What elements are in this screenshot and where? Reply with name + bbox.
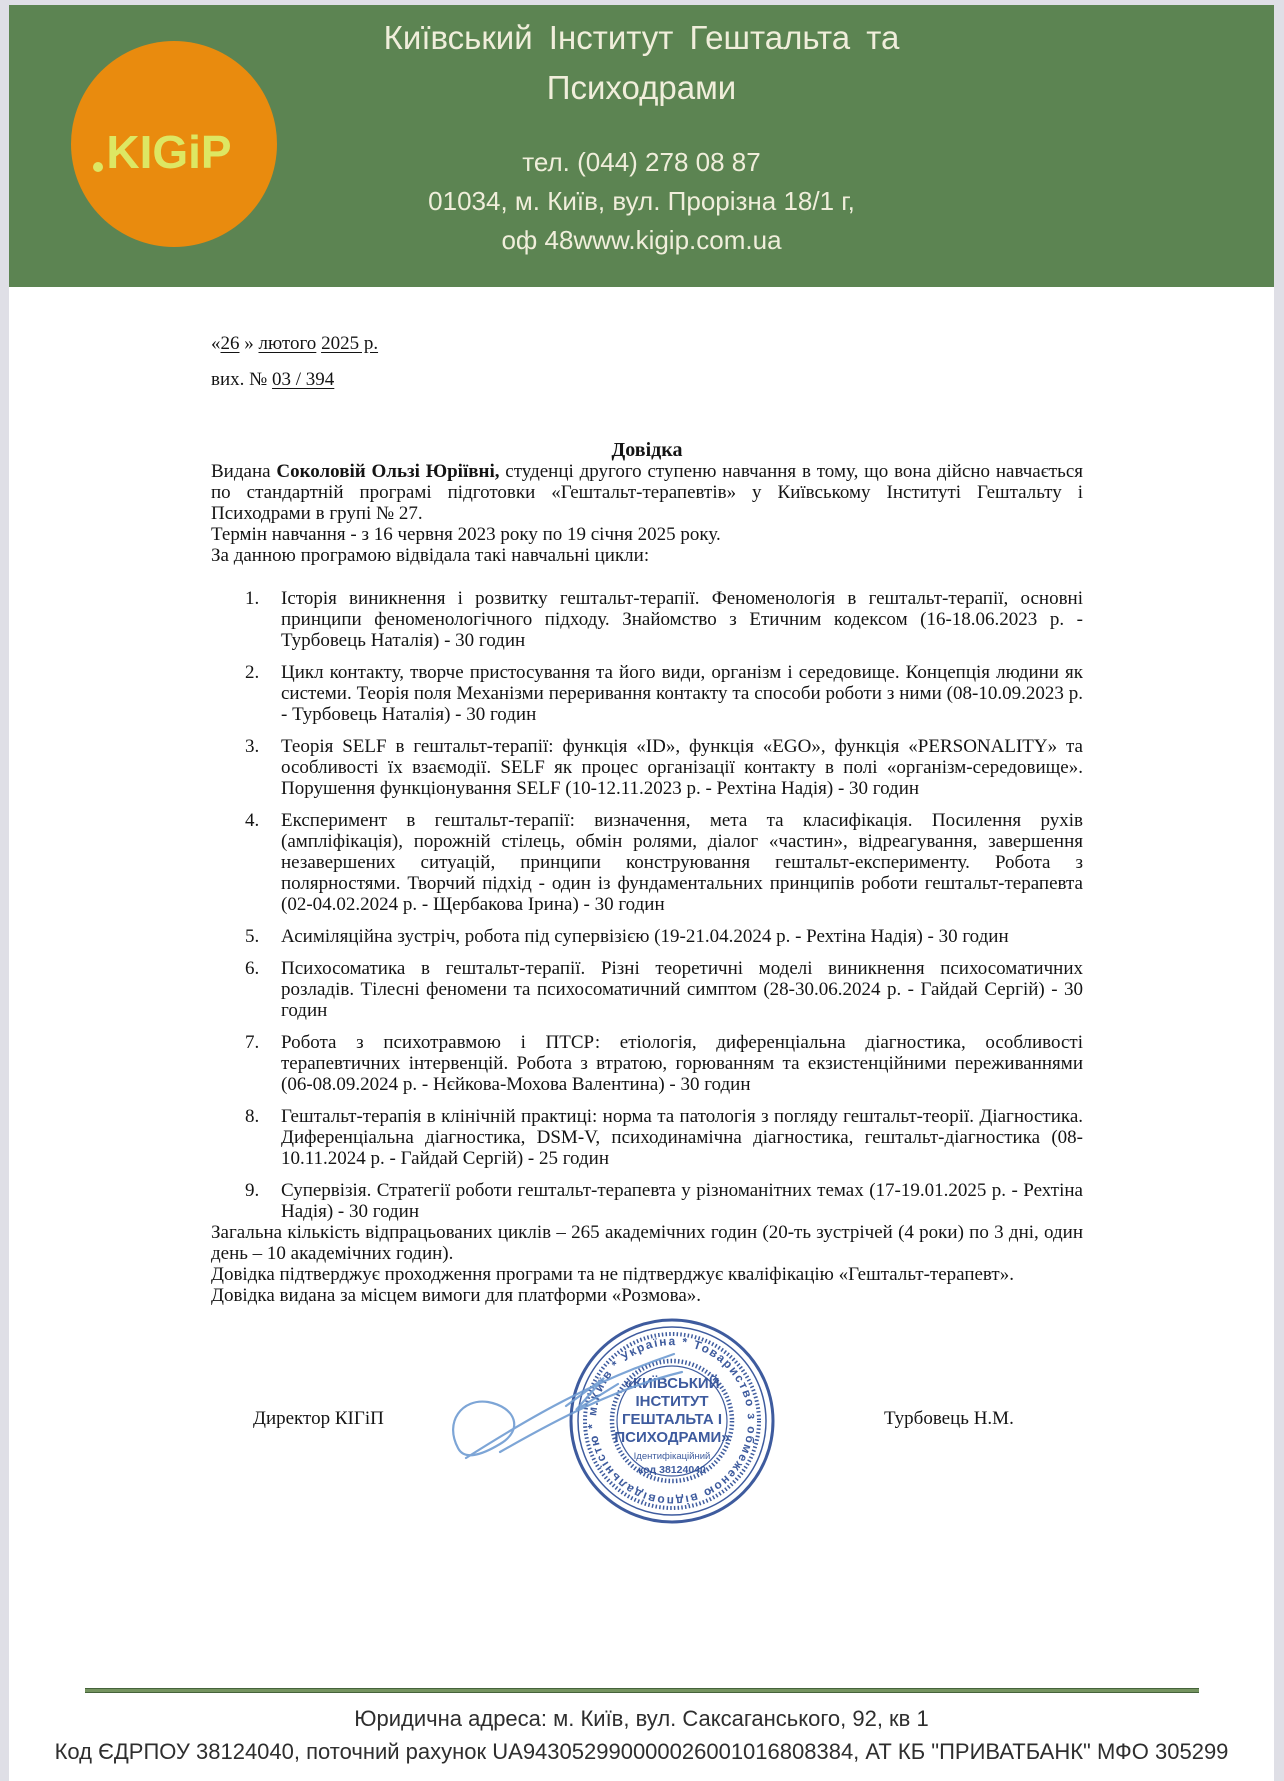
cycle-item: Цикл контакту, творче пристосування та його види, організм і середовище. Концепція людини як системи. Теорія поля Механізми переривання контакту та способи роботи з ними (08-10.09.2023 р. - Турбовець Наталія) - 30 годин: [281, 662, 1083, 725]
phone-line: тел. (044) 278 08 87: [522, 147, 761, 177]
svg-text:ГЕШТАЛЬТА І: ГЕШТАЛЬТА І: [622, 1411, 722, 1428]
date-quote-open: «: [211, 333, 221, 354]
date-quote-close: »: [239, 333, 259, 354]
logo-text: KIGiP: [106, 126, 232, 178]
letterhead-footer: [9, 1688, 1274, 1781]
seal-ring-text: м.Київ * Україна * Товариство з обмеженою відповідальністю *: [585, 1334, 760, 1509]
cycle-item: Експеримент в гештальт-терапії: визначення, мета та класифікація. Посилення рухів (ампліфікація), порожній стілець, обмін ролями, діалог «частин», відреагування, завершення незавершених ситуацій, принципи конструювання гештальт-експерименту. Робота з полярностями. Творчий підхід - один із фундаментальних принципів роботи гештальт-терапевта (02-04.02.2024 р. - Щербакова Ірина) - 30 годин: [281, 810, 1083, 915]
stamp-and-signature: [436, 1310, 796, 1545]
institute-logo: [71, 41, 277, 247]
seal-center-text: [614, 1374, 729, 1476]
issued-for-paragraph: Довідка видана за місцем вимоги для платформи «Розмова».: [211, 1285, 702, 1306]
cycle-item: Робота з психотравмою і ПТСР: етіологія, диференціальна діагностика, особливості терапевтичних інтервенцій. Робота з втратою, горюванням та екзистенційними переживаннями (06-08.09.2024 р. - Нєйкова-Мохова Валентина) - 30 годин: [281, 1032, 1083, 1095]
confirmation-paragraph: Довідка підтверджує проходження програми та не підтверджує кваліфікацію «Гештальт-терапевт».: [211, 1264, 1014, 1285]
document-page: [9, 5, 1274, 1781]
issue-date: [211, 333, 1083, 354]
bank-details-line: Код ЄДРПОУ 38124040, поточний рахунок UA943052990000026001016808384, АТ КБ "ПРИВАТБАНК" МФО 305299: [54, 1739, 1229, 1764]
term-paragraph: Термін навчання - з 16 червня 2023 року по 19 січня 2025 року.: [211, 524, 721, 545]
office-site-line: оф 48www.kigip.com.ua: [501, 225, 782, 255]
ref-label: вих. №: [211, 369, 273, 390]
document-title: Довідка: [611, 439, 683, 461]
cycle-item: Психосоматика в гештальт-терапії. Різні теоретичні моделі виникнення психосоматичних розладів. Тілесні феномени та психосоматичний симптом (28-30.06.2024 р. - Гайдай Сергій) - 30 годин: [281, 958, 1083, 1021]
legal-address-line: Юридична адреса: м. Київ, вул. Саксаганського, 92, кв 1: [354, 1706, 929, 1731]
document-body: [9, 287, 1274, 1543]
cycle-item: Асиміляційна зустріч, робота під супервізією (19-21.04.2024 р. - Рехтіна Надія) - 30 годин: [281, 926, 1009, 947]
date-day: 26: [220, 333, 240, 354]
date-month: лютого: [258, 333, 317, 354]
cycle-item: Гештальт-терапія в клінічній практиці: норма та патологія з погляду гештальт-теорії. Діагностика. Диференціальна діагностика, DSM-V, психодинамічна діагностика, гештальт-діагностика (08-10.11.2024 р. - Гайдай Сергій) - 25 годин: [281, 1106, 1083, 1169]
director-title-label: Директор КІГіП: [253, 1408, 384, 1429]
cycle-item: Історія виникнення і розвитку гештальт-терапії. Феноменологія в гештальт-терапії, основні принципи феноменологічного підходу. Знайомство з Етичним кодексом (16-18.06.2023 р. - Турбовець Наталія) - 30 годин: [281, 588, 1083, 651]
total-hours-paragraph: Загальна кількість відпрацьованих циклів – 265 академічних годин (20-ть зустрічей (4 роки) по 3 дні, один день – 10 академічних годин).: [211, 1222, 1083, 1264]
cycles-intro-paragraph: За данною програмою відвідала такі навчальні цикли:: [211, 545, 650, 566]
svg-text:«КИЇВСЬКИЙ: «КИЇВСЬКИЙ: [624, 1375, 720, 1392]
letterhead-header: [9, 5, 1274, 287]
svg-text:ІНСТИТУТ: ІНСТИТУТ: [635, 1393, 709, 1410]
intro-paragraph: [211, 461, 1083, 524]
viewer-background: [0, 5, 1284, 1781]
round-seal-graphic: [436, 1310, 796, 1545]
date-year: 2025 р.: [321, 333, 379, 354]
signature-area: [211, 1308, 1083, 1543]
svg-text:код 38124040: код 38124040: [638, 1464, 706, 1476]
cycle-item: Супервізія. Стратегії роботи гештальт-терапевта у різноманітних темах (17-19.01.2025 р. - Рехтіна Надія) - 30 годин: [281, 1180, 1083, 1222]
footer-text: [9, 1693, 1274, 1781]
institute-title-line1: Київський Інститут Гештальта та: [383, 19, 900, 56]
cycles-list: [211, 588, 1083, 1222]
svg-text:Ідентифікаційний: Ідентифікаційний: [633, 1451, 711, 1462]
institute-title-line2: Психодрами: [546, 69, 737, 106]
ref-number: 03 / 394: [272, 369, 335, 390]
student-name: Соколовій Ользі Юріївні,: [276, 461, 500, 482]
intro-lead: Видана: [211, 461, 277, 482]
cycle-item: Теорія SELF в гештальт-терапії: функція «ID», функція «EGO», функція «PERSONALITY» та особливості їх взаємодії. SELF як процес організації контакту в полі «організм-середовище». Порушення функціонування SELF (10-12.11.2023 р. - Рехтіна Надія) - 30 годин: [281, 736, 1083, 799]
svg-text:ПСИХОДРАМИ»: ПСИХОДРАМИ»: [614, 1429, 730, 1446]
address-line: 01034, м. Київ, вул. Прорізна 18/1 г,: [428, 186, 855, 216]
intro-rest: студенці другого ступеню навчання в тому, що вона дійсно навчається по стандартній програмі підготовки «Гештальт-терапевтів» у Київському Інституті Гештальту і Психодрами в групі № 27.: [211, 461, 1083, 524]
director-name-label: Турбовець Н.М.: [884, 1408, 1014, 1429]
outgoing-ref: [211, 369, 1083, 390]
